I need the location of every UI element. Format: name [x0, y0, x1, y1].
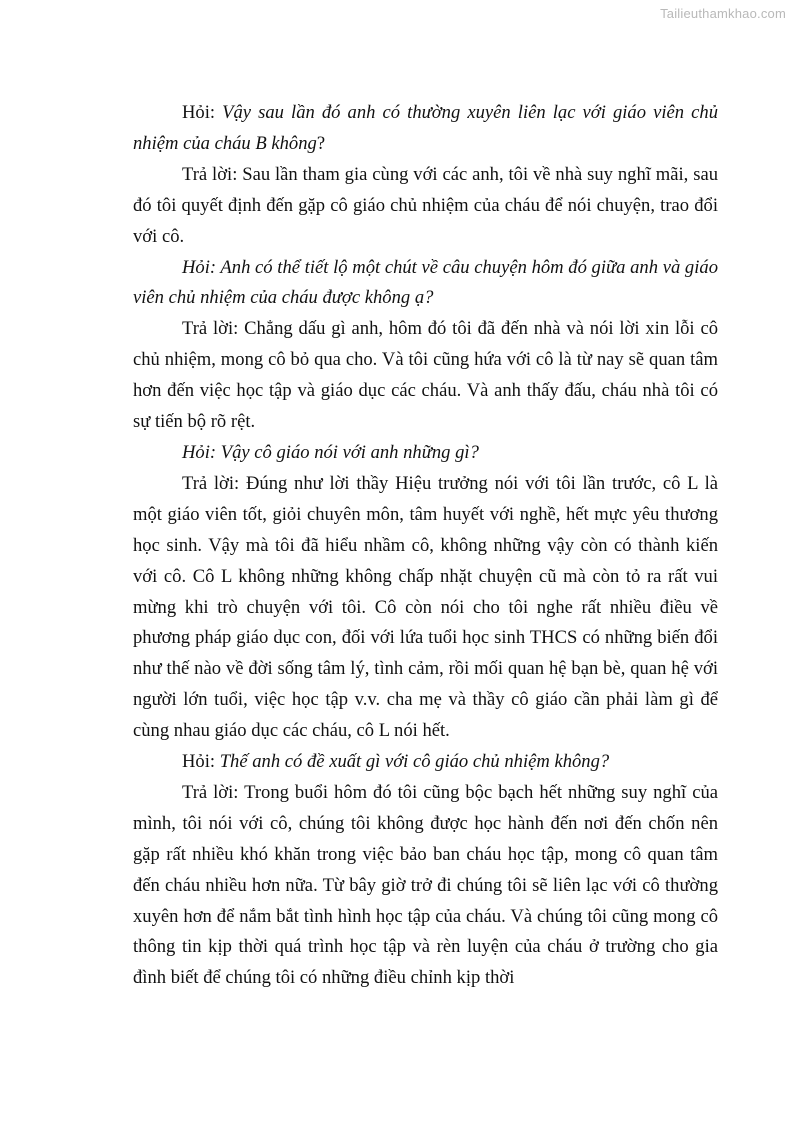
answer-text: Trả lời: Đúng như lời thầy Hiệu trưởng nói với tôi lần trước, cô L là một giáo viên tốt, giỏi chuyên môn, tâm huyết với nghề, hết mực yêu thương học sinh. Vậy mà tôi đã hiểu nhầm cô, không những vậy còn có thành kiến với cô. Cô L không những không chấp nhặt chuyện cũ mà còn tỏ ra rất vui mừng khi trò chuyện với tôi. Cô còn nói cho tôi nghe rất nhiều điều về phương pháp giáo dục con, đối với lứa tuổi học sinh THCS có những biến đổi như thế nào về đời sống tâm lý, tình cảm, rồi mối quan hệ bạn bè, quan hệ với người lớn tuổi, việc học tập v.v. cha mẹ và thầy cô giáo cần phải làm gì để cùng nhau giáo dục các cháu, cô L nói hết.	[133, 472, 718, 742]
watermark: Tailieuthamkhao.com	[660, 6, 786, 21]
question-text: Hỏi: Anh có thể tiết lộ một chút về câu chuyện hôm đó giữa anh và giáo viên chủ nhiệm của cháu được không ạ?	[133, 256, 718, 309]
paragraph-question-2	[133, 253, 718, 315]
paragraph-question-3	[133, 438, 718, 469]
paragraph-answer-1	[133, 160, 718, 253]
paragraph-answer-3	[133, 469, 718, 747]
question-prefix: Hỏi:	[182, 751, 220, 773]
paragraph-question-1	[133, 98, 718, 160]
question-text: Vậy sau lần đó anh có thường xuyên liên lạc với giáo viên chủ nhiệm của cháu B không	[133, 102, 718, 154]
question-text: Hỏi: Vậy cô giáo nói với anh những gì?	[182, 441, 479, 463]
question-prefix: Hỏi:	[182, 102, 223, 123]
answer-text: Trả lời: Trong buổi hôm đó tôi cũng bộc bạch hết những suy nghĩ của mình, tôi nói với cô, chúng tôi không được học hành đến nơi đến chốn nên gặp rất nhiều khó khăn trong việc bảo ban cháu học tập, mong cô quan tâm đến cháu nhiều hơn nữa. Từ bây giờ trở đi chúng tôi sẽ liên lạc với cô thường xuyên hơn để nắm bắt tình hình học tập của cháu. Và chúng tôi cũng mong cô thông tin kịp thời quá trình học tập và rèn luyện của cháu ở trường cho gia đình biết để chúng tôi có những điều chỉnh kịp thời	[133, 781, 718, 989]
document-body	[133, 98, 718, 994]
paragraph-answer-2	[133, 314, 718, 438]
question-suffix: ?	[316, 132, 326, 154]
answer-text: Trả lời: Chẳng dấu gì anh, hôm đó tôi đã đến nhà và nói lời xin lỗi cô chủ nhiệm, mong cô bỏ qua cho. Và tôi cũng hứa với cô là từ nay sẽ quan tâm hơn đến việc học tập và giáo dục các cháu. Và anh thấy đấu, cháu nhà tôi có sự tiến bộ rõ rệt.	[133, 318, 718, 433]
paragraph-answer-4	[133, 778, 718, 994]
paragraph-question-4	[133, 747, 718, 778]
answer-text: Trả lời: Sau lần tham gia cùng với các anh, tôi về nhà suy nghĩ mãi, sau đó tôi quyết định đến gặp cô giáo chủ nhiệm của cháu để nói chuyện, trao đổi với cô.	[133, 163, 718, 247]
question-text: Thế anh có đề xuất gì với cô giáo chủ nhiệm không?	[219, 751, 610, 773]
